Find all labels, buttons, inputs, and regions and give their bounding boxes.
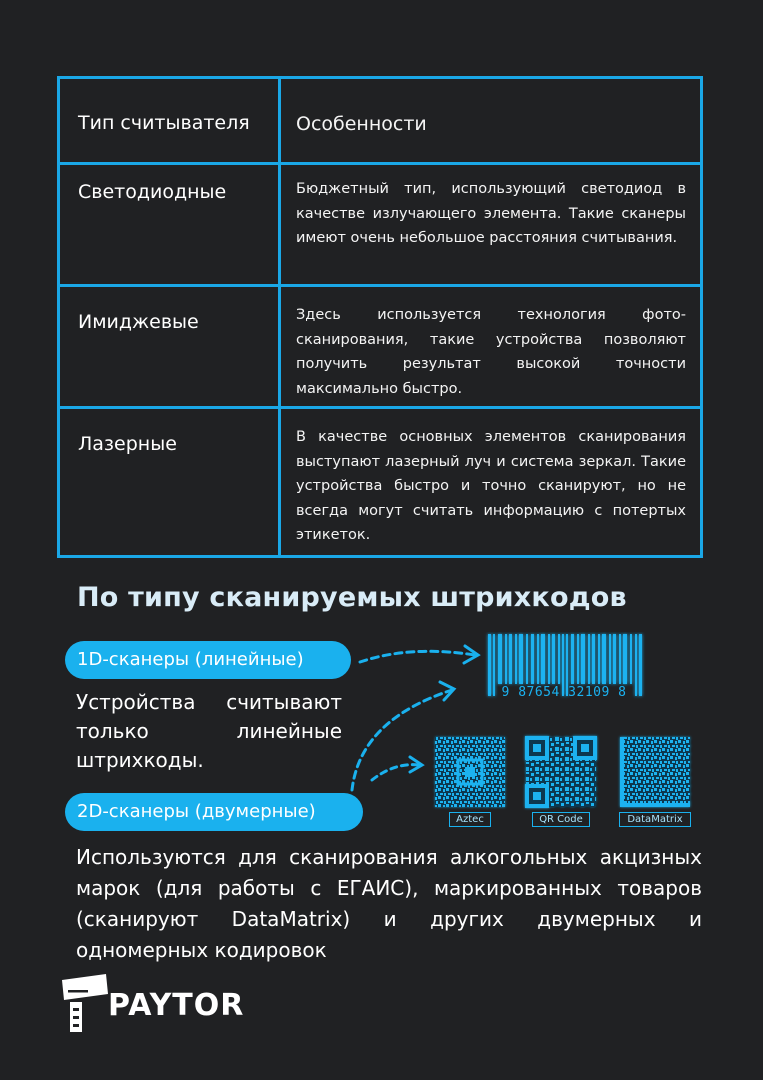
brand-name: PAYTOR: [108, 988, 245, 1023]
datamatrix-code-icon: [620, 737, 690, 807]
scanner-1d-description: Устройства считывают только линейные штрихкоды.: [76, 690, 342, 772]
row-type: Лазерные: [78, 433, 177, 455]
code-label-aztec: Aztec: [449, 812, 491, 827]
row-desc: Здесь используется технология фото-сканирования, такие устройства позволяют получить результат высокой точности максимально быстро.: [296, 307, 686, 397]
2d-codes-graphic: [430, 732, 700, 812]
qr-code-icon: [526, 737, 596, 807]
row-desc: В качестве основных элементов сканирования выступают лазерный луч и система зеркал. Такие устройства быстро и точно сканируют, но не всегда могут считать информацию с потертых этикеток.: [296, 429, 686, 543]
scanner-2d-badge: 2D-сканеры (двумерные): [65, 793, 363, 831]
arrow-2d-codes-icon: [372, 765, 420, 780]
row-type: Светодиодные: [78, 181, 227, 203]
code-label-qr: QR Code: [532, 812, 590, 827]
aztec-code-icon: [435, 737, 505, 807]
arrow-1d-icon: [360, 651, 475, 662]
header-type: Тип считывателя: [78, 112, 250, 134]
row-type: Имиджевые: [78, 311, 199, 333]
section-title: По типу сканируемых штрихкодов: [77, 582, 627, 613]
row-desc: Бюджетный тип, использующий светодиод в качестве излучающего элемента. Такие сканеры имеют очень небольшое расстояния считывания.: [296, 181, 686, 246]
code-label-datamatrix: DataMatrix: [619, 812, 691, 827]
barcode-digits: 9 87654 32109 8: [501, 685, 627, 700]
scanner-2d-description: Используются для сканирования алкогольных акцизных марок (для работы с ЕГАИС), маркированных товаров (сканируют DataMatrix) и других двумерных и одномерных кодировок: [76, 845, 702, 962]
scanner-1d-badge: 1D-сканеры (линейные): [65, 641, 351, 679]
header-features: Особенности: [296, 113, 427, 135]
paytor-logo-icon: [58, 972, 110, 1034]
